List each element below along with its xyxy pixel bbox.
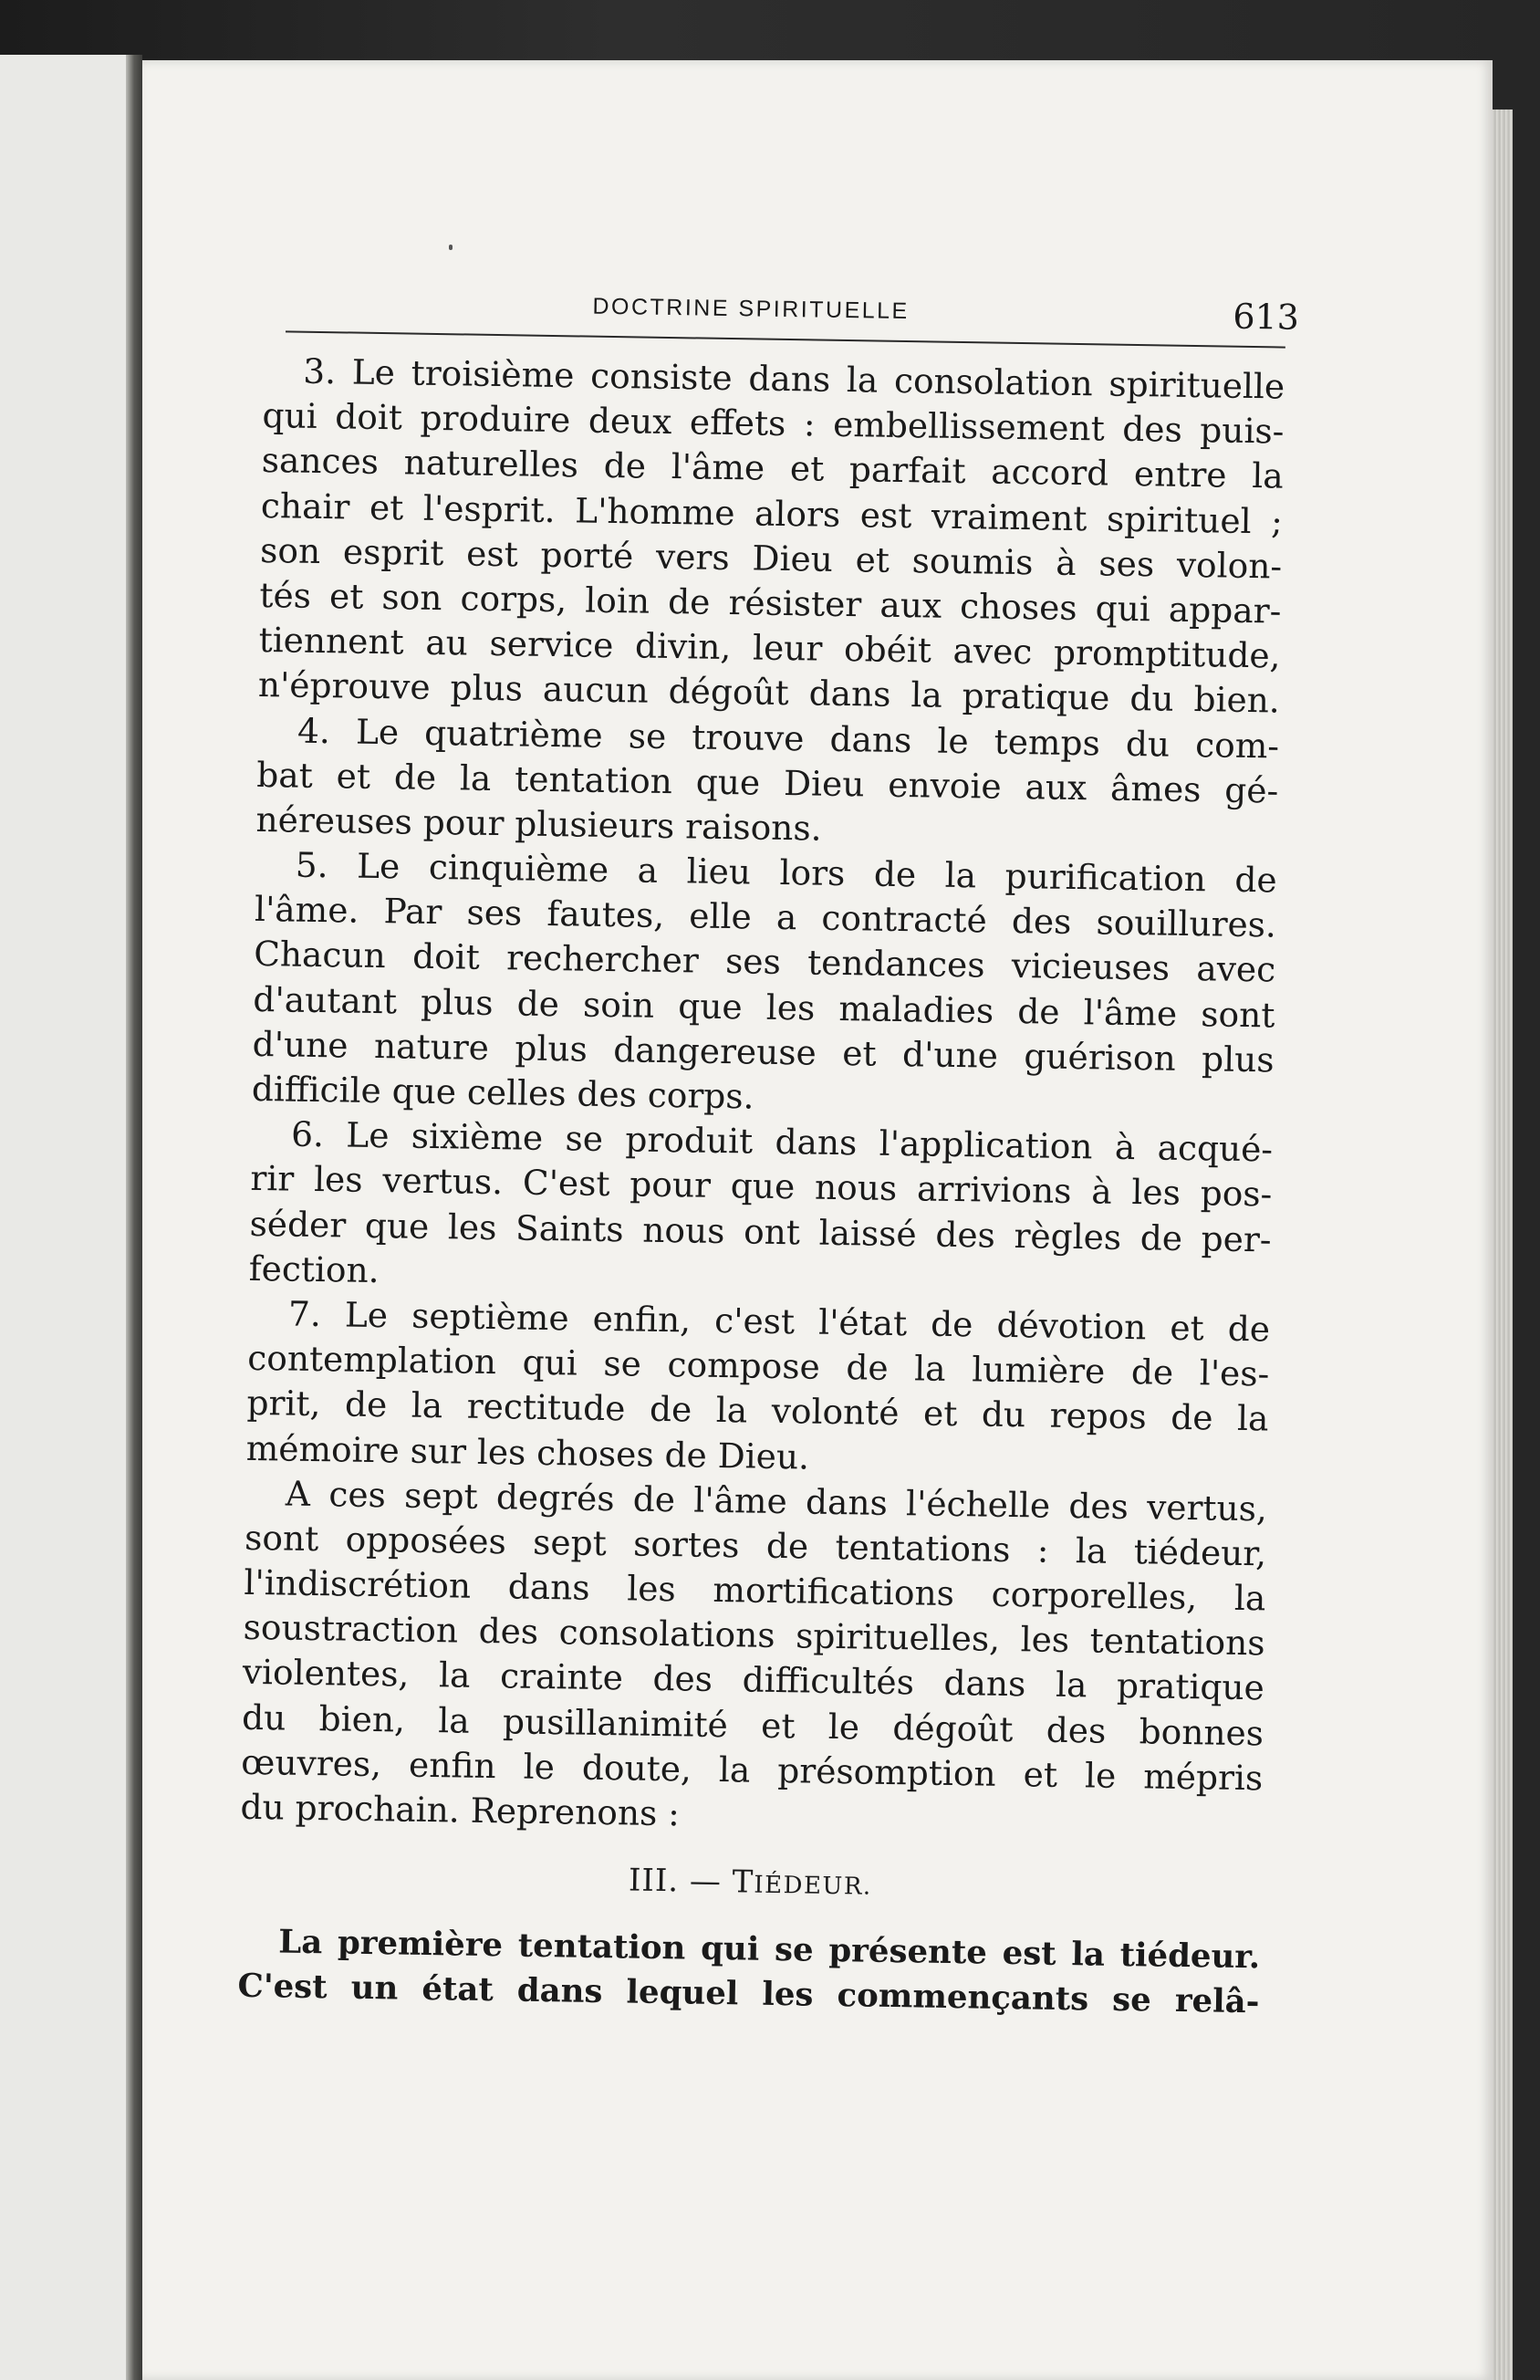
- text-line: 7. Le septième enfin, c'est l'état de dévotion et de: [287, 1293, 1271, 1350]
- text-line: Chacun doit rechercher ses tendances vicieuses avec: [253, 934, 1276, 990]
- text-line: 5. Le cinquième a lieu lors de la purification de: [295, 844, 1278, 901]
- text-line: du bien, la pusillanimité et le dégoût des bonnes: [241, 1696, 1264, 1754]
- paragraph-4: [255, 707, 1279, 858]
- text-line: d'autant plus de soin que les maladies de l'âme sont: [253, 978, 1275, 1036]
- section-heading-title: IÉDEUR.: [754, 1871, 872, 1901]
- text-line: séder que les Saints nous ont laissé des règles de per-: [249, 1203, 1272, 1260]
- text-line: contemplation qui se compose de la lumière de l'es-: [246, 1337, 1270, 1394]
- text-line: qui doit produire deux effets : embellissement des puis-: [262, 395, 1285, 452]
- paragraph-6: [248, 1112, 1273, 1307]
- paragraph-tiedeur: [237, 1919, 1260, 2025]
- body-text: [237, 349, 1285, 2025]
- text-line: prit, de la rectitude de la volonté et du repos de la: [246, 1383, 1269, 1439]
- text-line: tés et son corps, loin de résister aux choses qui appar-: [259, 574, 1282, 632]
- text-line: A ces sept degrés de l'âme dans l'échelle des vertus,: [285, 1473, 1268, 1529]
- text-line: du prochain. Reprenons :: [240, 1786, 681, 1834]
- text-line: 4. Le quatrième se trouve dans le temps du com-: [297, 710, 1280, 767]
- text-line: néreuses pour plusieurs raisons.: [255, 799, 822, 849]
- text-line: d'une nature plus dangereuse et d'une guérison plus: [252, 1023, 1275, 1080]
- text-line: n'éprouve plus aucun dégoût dans la pratique du bien.: [257, 664, 1281, 721]
- section-heading: [239, 1830, 1262, 1936]
- section-heading-number: III. — T: [628, 1862, 754, 1901]
- text-line: difficile que celles des corps.: [251, 1068, 754, 1117]
- text-line: œuvres, enfin le doute, la présomption et le mépris: [241, 1741, 1264, 1799]
- text-line: l'âme. Par ses fautes, elle a contracté des souillures.: [254, 889, 1277, 945]
- page-text-block: [237, 274, 1300, 2025]
- previous-page-edge: [0, 55, 137, 2380]
- text-line: sont opposées sept sortes de tentations : la tiédeur,: [244, 1517, 1267, 1574]
- text-line: 3. Le troisième consiste dans la consolation spirituelle: [302, 350, 1285, 407]
- paragraph-3: [258, 349, 1285, 724]
- text-line: bat et de la tentation que Dieu envoie aux âmes gé-: [256, 754, 1279, 811]
- text-line: C'est un état dans lequel les commençants se relâ-: [237, 1968, 1260, 2021]
- paragraph-5: [252, 842, 1277, 1128]
- text-line: chair et l'esprit. L'homme alors est vraiment spirituel ;: [260, 485, 1284, 542]
- page-number: 613: [1233, 296, 1300, 338]
- text-line: 6. Le sixième se produit dans l'application à acqué-: [290, 1113, 1274, 1170]
- text-line: sances naturelles de l'âme et parfait accord entre la: [261, 440, 1284, 496]
- book-gutter: [126, 55, 142, 2380]
- text-line: l'indiscrétion dans les mortifications corporelles, la: [244, 1561, 1266, 1619]
- paragraph-7: [245, 1291, 1270, 1487]
- text-line: rir les vertus. C'est pour que nous arrivions à les pos-: [250, 1158, 1273, 1215]
- paragraph-summary: [240, 1471, 1267, 1846]
- page-stack-edge: [1493, 110, 1513, 2380]
- running-title: DOCTRINE SPIRITUELLE: [592, 293, 910, 325]
- text-line: violentes, la crainte des difficultés dans la pratique: [242, 1652, 1265, 1708]
- text-line: soustraction des consolations spirituelles, les tentations: [243, 1607, 1265, 1664]
- header-rule: [286, 330, 1285, 348]
- text-line: mémoire sur les choses de Dieu.: [245, 1427, 810, 1477]
- text-line: fection.: [248, 1247, 380, 1290]
- text-line: son esprit est porté vers Dieu et soumis à ses volon-: [259, 529, 1283, 587]
- ink-speck: [449, 245, 453, 250]
- text-line: La première tentation qui se présente est la tiédeur.: [277, 1923, 1261, 1977]
- text-line: tiennent au service divin, leur obéit avec promptitude,: [258, 620, 1281, 676]
